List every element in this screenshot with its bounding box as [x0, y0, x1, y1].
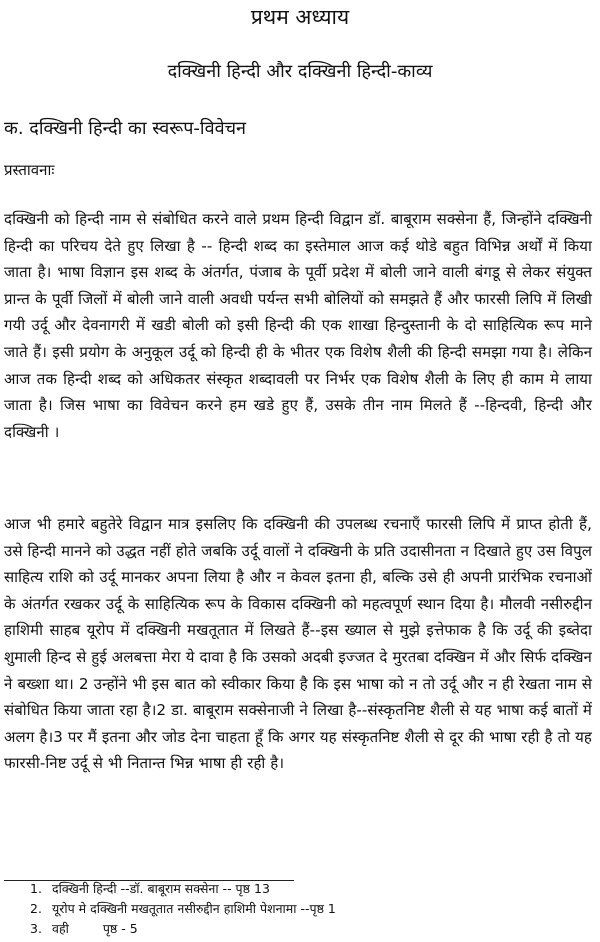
- section-heading: क. दक्खिनी हिन्दी का स्वरूप-विवेचन: [4, 118, 247, 139]
- footnote-number: 3.: [30, 921, 42, 936]
- chapter-title: प्रथम अध्याय: [250, 5, 350, 29]
- footnote-item: [30, 919, 590, 939]
- footnote-text: वही: [52, 921, 69, 936]
- footnote-item: [30, 899, 590, 919]
- footnote-number: 1.: [30, 881, 42, 896]
- intro-label: प्रस्तावनाः: [4, 161, 55, 179]
- footnote-text: यूरोप मे दक्खिनी मखतूतात नसीरुद्दीन हाशिमी पेशनामा --पृष्ठ 1: [52, 901, 336, 916]
- chapter-subtitle: दक्खिनी हिन्दी और दक्खिनी हिन्दी-काव्य: [167, 61, 433, 82]
- footnote-number: 2.: [30, 901, 42, 916]
- footnote-text: दक्खिनी हिन्दी --डॉ. बाबूराम सक्सेना -- पृष्ठ 13: [52, 881, 270, 896]
- footnote-item: [30, 879, 590, 899]
- footnote-page: पृष्ठ - 5: [102, 921, 138, 936]
- body-paragraph: दक्खिनी को हिन्दी नाम से संबोधित करने वाले प्रथम हिन्दी विद्वान डॉ. बाबूराम सक्सेना हैं, जिन्होंने दक्खिनी हिन्दी का परिचय देते हुए लिखा है -- हिन्दी शब्द का इस्तेमाल आज कई थोडे बहुत विभिन्न अर्थों में किया जाता है। भाषा विज्ञान इस शब्द के अंतर्गत, पंजाब के पूर्वी प्रदेश में बोली जाने वाली बंगडू से लेकर संयुक्त प्रान्त के पूर्वी जिलों में बोली जाने वाली अवधी पर्यन्त सभी बोलियों को समझते हैं और फारसी लिपि में लिखी गयी उर्दू और देवनागरी में खडी बोली को इसी हिन्दी की एक शाखा हिन्दुस्तानी के दो साहित्यिक रूप माने जाते हैं। इसी प्रयोग के अनुकूल उर्दू को हिन्दी ही के भीतर एक विशेष शैली की हिन्दी समझा गया है। लेकिन आज तक हिन्दी शब्द को अधिकतर संस्कृत शब्दावली पर निर्भर एक विशेष शैली के लिए ही काम मे लाया जाता है। जिस भाषा का विवेचन करने हम खडे हुए हैं, उसके तीन नाम मिलते हैं --हिन्दवी, हिन्दी और दक्खिनी ।: [4, 210, 592, 441]
- body-paragraph: आज भी हमारे बहुतेरे विद्वान मात्र इसलिए कि दक्खिनी की उपलब्ध रचनाएँ फारसी लिपि में प्राप्त होती हैं, उसे हिन्दी मानने को उद्धत नहीं होते जबकि उर्दू वालों ने दक्खिनी के प्रति उदासीनता न दिखाते हुए उस विपुल साहित्य राशि को उर्दू मानकर अपना लिया है और न केवल इतना ही, बल्कि उसे ही अपनी प्रारंभिक रचनाओं के अंतर्गत रखकर उर्दू के साहित्यिक रूप के विकास दक्खिनी को महत्वपूर्ण स्थान दिया है। मौलवी नसीरुद्दीन हाशिमी साहब यूरोप में दक्खिनी मखतूतात में लिखते हैं--इस ख्याल से मुझे इत्तेफाक है कि उर्दू की इब्तेदा शुमाली हिन्द से हुई अलबत्ता मेरा ये दावा है कि उसको अदबी इज्जत दे मुरतबा दक्खिन में और सिर्फ दक्खिन ने बख्शा था। 2 उन्होंने भी इस बात को स्वीकार किया है कि इस भाषा को न तो उर्दू और न ही रेखता नाम से संबोधित किया जाता रहा है।2 डा. बाबूराम सक्सेनाजी ने लिखा है--संस्कृतनिष्ट शैली से यह भाषा कई बातों में अलग है।3 पर मैं इतना और जोड देना चाहता हूँ कि अगर यह संस्कृतनिष्ट शैली से दूर की भाषा रही है तो यह फारसी-निष्ट उर्दू से भी नितान्त भिन्न भाषा ही रही है।: [4, 515, 592, 773]
- footnotes: [30, 879, 590, 939]
